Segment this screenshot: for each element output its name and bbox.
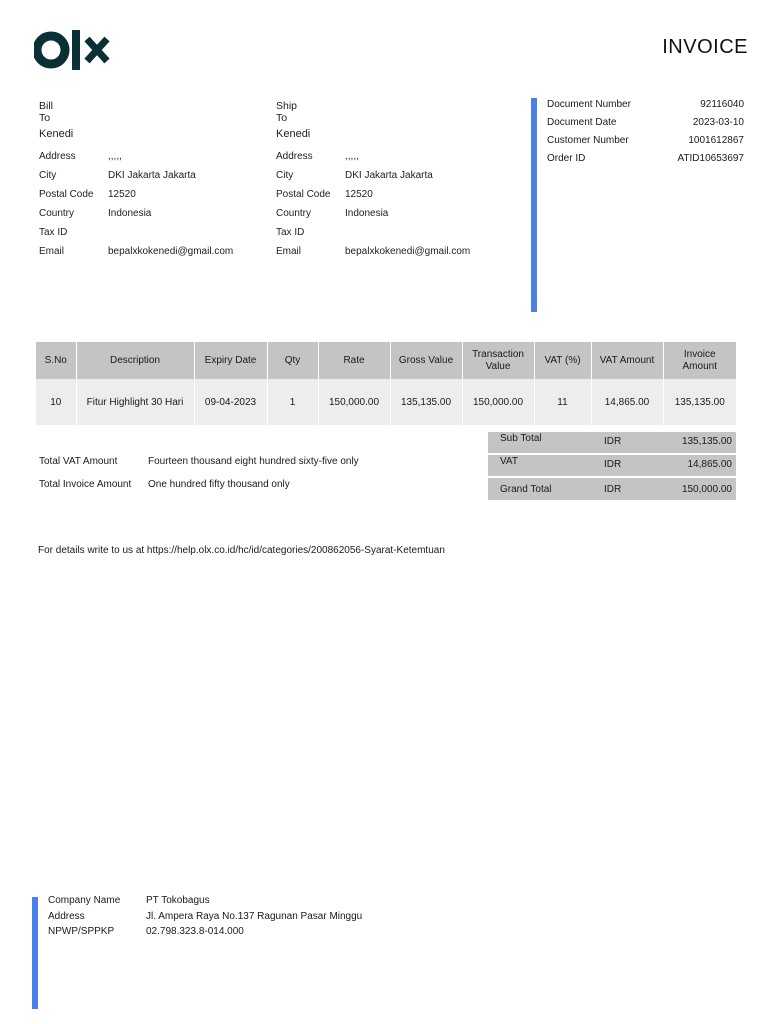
summary-currency: IDR bbox=[604, 436, 622, 447]
field-value: bepalxkokenedi@gmail.com bbox=[345, 246, 471, 257]
field-value: ,,,,, bbox=[345, 151, 359, 162]
cell-vat-amount: 14,865.00 bbox=[591, 379, 663, 425]
cell-description: Fitur Highlight 30 Hari bbox=[76, 379, 194, 425]
summary-currency: IDR bbox=[604, 484, 622, 495]
footer-label: Address bbox=[48, 910, 85, 922]
bill-to-address-row bbox=[39, 151, 279, 165]
ship-to-country-row bbox=[276, 208, 516, 222]
header-description: Description bbox=[76, 342, 194, 379]
summary-value: 150,000.00 bbox=[681, 484, 732, 495]
olx-logo-icon bbox=[34, 28, 114, 74]
meta-label: Customer Number bbox=[547, 135, 629, 146]
items-table bbox=[36, 342, 736, 425]
order-id-row bbox=[547, 153, 744, 171]
field-label: Country bbox=[276, 208, 312, 219]
summary-box bbox=[488, 432, 736, 502]
bill-to-city-row bbox=[39, 170, 279, 184]
meta-value: 1001612867 bbox=[688, 135, 744, 146]
ship-to-heading: Ship To bbox=[276, 100, 298, 124]
field-label: Tax ID bbox=[276, 227, 305, 238]
invoice-title: INVOICE bbox=[662, 36, 748, 58]
grand-total-row bbox=[488, 478, 736, 500]
ship-to-address-row bbox=[276, 151, 516, 165]
header-qty: Qty bbox=[267, 342, 318, 379]
total-words: One hundred fifty thousand only bbox=[148, 479, 290, 490]
summary-currency: IDR bbox=[604, 459, 622, 470]
field-label: Tax ID bbox=[39, 227, 68, 238]
header-gross-value: Gross Value bbox=[390, 342, 462, 379]
cell-rate: 150,000.00 bbox=[318, 379, 390, 425]
header-rate: Rate bbox=[318, 342, 390, 379]
bill-to-email-row bbox=[39, 246, 279, 260]
field-value: 12520 bbox=[108, 189, 136, 200]
ship-to-city-row bbox=[276, 170, 516, 184]
footer-label: Company Name bbox=[48, 895, 121, 906]
bill-to-taxid-row bbox=[39, 227, 279, 241]
meta-label: Order ID bbox=[547, 153, 586, 164]
meta-value: 2023-03-10 bbox=[692, 117, 744, 128]
field-label: Country bbox=[39, 208, 75, 219]
bill-to-name: Kenedi bbox=[39, 128, 74, 140]
summary-value: 14,865.00 bbox=[687, 459, 732, 470]
header-vat-percent: VAT (%) bbox=[534, 342, 591, 379]
olx-logo bbox=[34, 28, 114, 74]
table-header-row bbox=[36, 342, 736, 379]
field-label: Email bbox=[276, 246, 302, 257]
document-accent-bar bbox=[531, 98, 537, 312]
field-value: DKI Jakarta Jakarta bbox=[108, 170, 196, 181]
field-value: 12520 bbox=[345, 189, 373, 200]
document-number-row bbox=[547, 99, 744, 117]
summary-value: 135,135.00 bbox=[681, 436, 732, 447]
header-sno: S.No bbox=[36, 342, 76, 379]
field-value: ,,,,, bbox=[108, 151, 122, 162]
customer-number-row bbox=[547, 135, 744, 153]
field-label: City bbox=[39, 170, 57, 181]
header-vat-amount: VAT Amount bbox=[591, 342, 663, 379]
cell-sno: 10 bbox=[36, 379, 76, 425]
cell-vat-percent: 11 bbox=[534, 379, 591, 425]
footer-value: PT Tokobagus bbox=[146, 895, 210, 906]
ship-to-email-row bbox=[276, 246, 516, 260]
total-label: Total VAT Amount bbox=[39, 456, 118, 467]
footer-value: 02.798.323.8-014.000 bbox=[146, 926, 244, 937]
field-value: bepalxkokenedi@gmail.com bbox=[108, 246, 234, 257]
summary-label: Sub Total bbox=[500, 433, 542, 444]
table-row bbox=[36, 379, 736, 425]
document-date-row bbox=[547, 117, 744, 135]
header-invoice-amount: Invoice Amount bbox=[663, 342, 736, 379]
field-value: Indonesia bbox=[108, 208, 152, 219]
field-label: Address bbox=[276, 151, 313, 162]
meta-value: ATID10653697 bbox=[677, 153, 744, 164]
meta-label: Document Date bbox=[547, 117, 617, 128]
summary-label: Grand Total bbox=[500, 484, 552, 495]
field-label: Postal Code bbox=[276, 189, 331, 200]
ship-to-name: Kenedi bbox=[276, 128, 311, 140]
field-label: Email bbox=[39, 246, 65, 257]
cell-qty: 1 bbox=[267, 379, 318, 425]
cell-gross-value: 135,135.00 bbox=[390, 379, 462, 425]
total-words: Fourteen thousand eight hundred sixty-five only bbox=[148, 456, 359, 467]
field-label: City bbox=[276, 170, 294, 181]
bill-to-heading: Bill To bbox=[39, 100, 54, 124]
cell-invoice-amount: 135,135.00 bbox=[663, 379, 736, 425]
ship-to-postal-row bbox=[276, 189, 516, 203]
bill-to-country-row bbox=[39, 208, 279, 222]
header-expiry-date: Expiry Date bbox=[194, 342, 267, 379]
subtotal-row bbox=[488, 432, 736, 453]
header-transaction-value: Transaction Value bbox=[462, 342, 534, 379]
cell-transaction-value: 150,000.00 bbox=[462, 379, 534, 425]
ship-to-taxid-row bbox=[276, 227, 516, 241]
footer-label: NPWP/SPPKP bbox=[48, 926, 115, 937]
total-label: Total Invoice Amount bbox=[39, 479, 132, 490]
summary-label: VAT bbox=[500, 456, 518, 467]
field-label: Postal Code bbox=[39, 189, 94, 200]
vat-row bbox=[488, 455, 736, 476]
footer-value: Jl. Ampera Raya No.137 Ragunan Pasar Minggu bbox=[146, 910, 363, 922]
details-note: For details write to us at https://help.olx.co.id/hc/id/categories/200862056-Syarat-Ketemtuan bbox=[38, 545, 445, 556]
meta-value: 92116040 bbox=[700, 99, 744, 110]
meta-label: Document Number bbox=[547, 99, 631, 110]
field-value: DKI Jakarta Jakarta bbox=[345, 170, 433, 181]
footer-accent-bar bbox=[32, 897, 38, 1009]
document-meta bbox=[547, 99, 744, 171]
field-label: Address bbox=[39, 151, 76, 162]
cell-expiry-date: 09-04-2023 bbox=[194, 379, 267, 425]
bill-to-postal-row bbox=[39, 189, 279, 203]
field-value: Indonesia bbox=[345, 208, 389, 219]
